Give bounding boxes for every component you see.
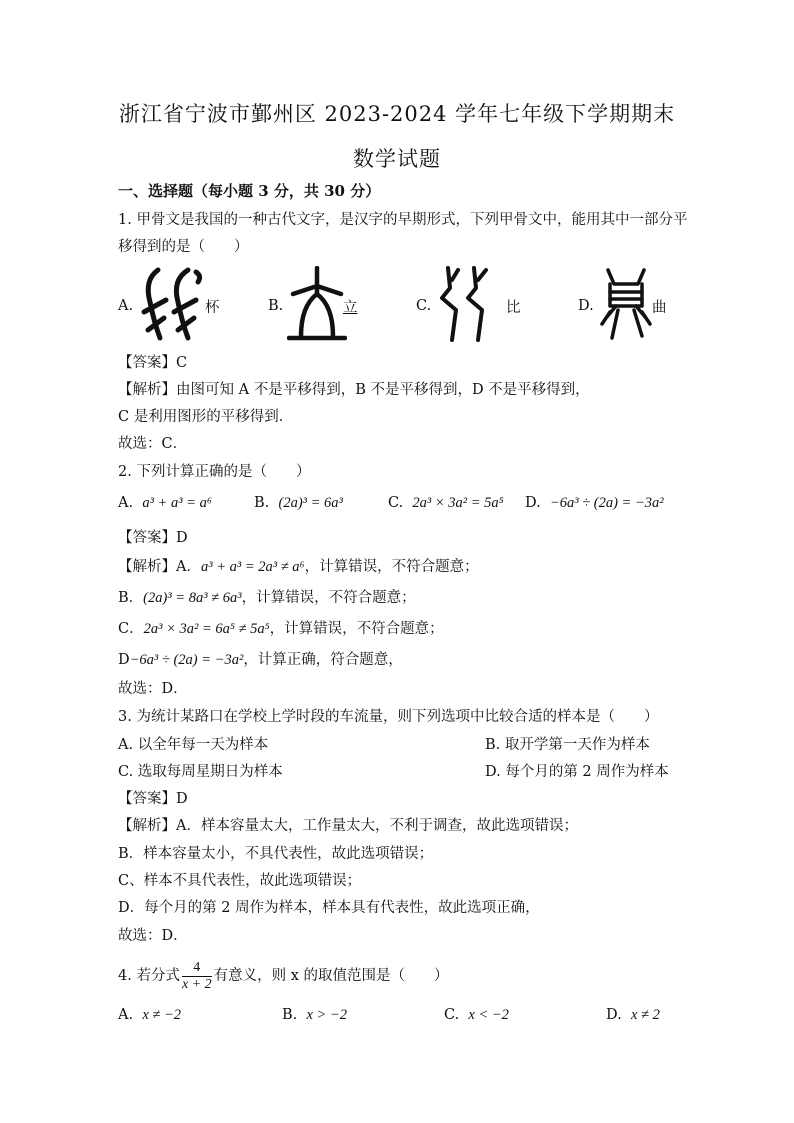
q4-option-d-expr: x ≠ 2 — [630, 1007, 660, 1023]
q2-analysis-a-prefix: 【解析】A． — [118, 559, 201, 575]
q1-option-a-letter: A. — [118, 298, 134, 314]
q3-conclusion: 故选：D． — [118, 928, 188, 944]
q2-option-b — [254, 493, 343, 513]
q4-stem — [118, 959, 449, 993]
q2-option-b-expr: (2a)³ = 6a³ — [278, 495, 343, 511]
q3-option-d: D. 每个月的第 2 周作为样本 — [485, 764, 669, 780]
q4-option-b-expr: x > −2 — [306, 1007, 347, 1023]
q2-analysis-b-suffix: ，计算错误，不符合题意； — [241, 590, 416, 606]
q4-option-b — [282, 1005, 347, 1025]
q4-option-c-expr: x < −2 — [468, 1007, 509, 1023]
document-subtitle: 数学试题 — [353, 147, 441, 171]
q4-fraction-numerator: 4 — [182, 960, 212, 977]
q1-option-b-letter: B. — [268, 298, 284, 314]
q2-option-d-expr: −6a³ ÷ (2a) = −3a² — [549, 495, 664, 511]
q4-stem-prefix: 4. 若分式 — [118, 968, 180, 984]
q4-option-d-letter: D. — [606, 1007, 622, 1023]
q2-analysis-b-prefix: B． — [118, 590, 144, 606]
q1-stem-line1: 1. 甲骨文是我国的一种古代文字，是汉字的早期形式，下列甲骨文中，能用其中一部分平 — [118, 212, 688, 228]
q2-analysis-c-prefix: C． — [118, 621, 144, 637]
q2-option-b-letter: B. — [254, 495, 270, 511]
q3-analysis-c: C、样本不具代表性，故此选项错误； — [118, 873, 362, 889]
section-heading: 一、选择题（每小题 3 分，共 30 分） — [118, 182, 381, 200]
q2-stem: 2. 下列计算正确的是（ ） — [118, 464, 311, 480]
q1-analysis-line1: 【解析】由图可知 A 不是平移得到，B 不是平移得到，D 不是平移得到， — [118, 382, 590, 398]
q1-conclusion: 故选：C． — [118, 436, 188, 452]
oracle-glyph-bi — [438, 266, 496, 342]
q4-option-d — [606, 1005, 660, 1025]
q2-option-a-letter: A. — [118, 495, 134, 511]
q2-option-d-letter: D. — [525, 495, 541, 511]
q4-fraction — [182, 960, 212, 993]
q2-analysis-c-expr: 2a³ × 3a² = 6a⁵ ≠ 5a⁵ — [143, 621, 270, 637]
q2-analysis-a-expr: a³ + a³ = 2a³ ≠ a⁶ — [200, 559, 305, 575]
q4-option-a-expr: x ≠ −2 — [142, 1007, 181, 1023]
q1-option-d-char: 曲 — [652, 300, 667, 316]
q2-option-c-letter: C. — [388, 495, 404, 511]
q2-analysis-d-expr: −6a³ ÷ (2a) = −3a² — [129, 652, 244, 668]
q4-stem-suffix: 有意义，则 x 的取值范围是（ ） — [213, 968, 449, 984]
q3-option-a: A. 以全年每一天为样本 — [118, 737, 269, 753]
oracle-glyph-li — [287, 266, 347, 342]
q3-option-c: C. 选取每周星期日为样本 — [118, 764, 283, 780]
q3-analysis-b: B．样本容量太小，不具代表性，故此选项错误； — [118, 846, 434, 862]
q2-conclusion: 故选：D． — [118, 681, 188, 697]
q1-analysis-line2: C 是利用图形的平移得到． — [118, 409, 294, 425]
q2-option-a-expr: a³ + a³ = a⁶ — [142, 495, 212, 511]
q2-analysis-a-suffix: ，计算错误，不符合题意； — [304, 559, 479, 575]
q2-analysis-b-expr: (2a)³ = 8a³ ≠ 6a³ — [143, 590, 242, 606]
q2-option-c — [388, 493, 504, 513]
q1-option-c-letter: C. — [416, 298, 432, 314]
q3-stem: 3. 为统计某路口在学校上学时段的车流量，则下列选项中比较合适的样本是（ ） — [118, 709, 659, 725]
q2-analysis-d-suffix: ，计算正确，符合题意， — [243, 652, 403, 668]
q3-answer: 【答案】D — [118, 791, 188, 807]
q1-option-b-char: 立 — [343, 300, 358, 316]
q2-analysis-c-suffix: ，计算错误，不符合题意； — [269, 621, 444, 637]
q2-option-d — [525, 493, 664, 513]
q1-option-c-char: 比 — [506, 300, 521, 316]
q1-option-d-letter: D. — [578, 298, 594, 314]
q4-option-a-letter: A. — [118, 1007, 134, 1023]
document-title: 浙江省宁波市鄞州区 2023-2024 学年七年级下学期期末 — [118, 102, 676, 126]
q1-stem-line2: 移得到的是（ ） — [118, 239, 249, 255]
q3-option-b: B. 取开学第一天作为样本 — [485, 737, 650, 753]
q4-option-b-letter: B. — [282, 1007, 298, 1023]
q1-option-a-char: 杯 — [205, 300, 220, 316]
q2-analysis-a — [118, 557, 479, 577]
q2-answer: 【答案】D — [118, 530, 188, 546]
q2-analysis-d-prefix: D — [118, 652, 130, 668]
q1-answer: 【答案】C — [118, 355, 188, 371]
q4-option-a — [118, 1005, 181, 1025]
q2-analysis-c — [118, 619, 444, 639]
q2-analysis-d — [118, 650, 403, 670]
q3-analysis-a: 【解析】A．样本容量太大，工作量太大，不利于调查，故此选项错误； — [118, 818, 578, 834]
oracle-glyph-bei — [140, 266, 206, 342]
q2-analysis-b — [118, 588, 416, 608]
q2-option-c-expr: 2a³ × 3a² = 5a⁵ — [412, 495, 504, 511]
q2-option-a — [118, 493, 212, 513]
q4-option-c-letter: C. — [444, 1007, 460, 1023]
q4-fraction-denominator: x + 2 — [181, 976, 212, 992]
q3-analysis-d: D．每个月的第 2 周作为样本，样本具有代表性，故此选项正确， — [118, 900, 540, 916]
oracle-glyph-qu — [600, 266, 652, 342]
q4-option-c — [444, 1005, 509, 1025]
